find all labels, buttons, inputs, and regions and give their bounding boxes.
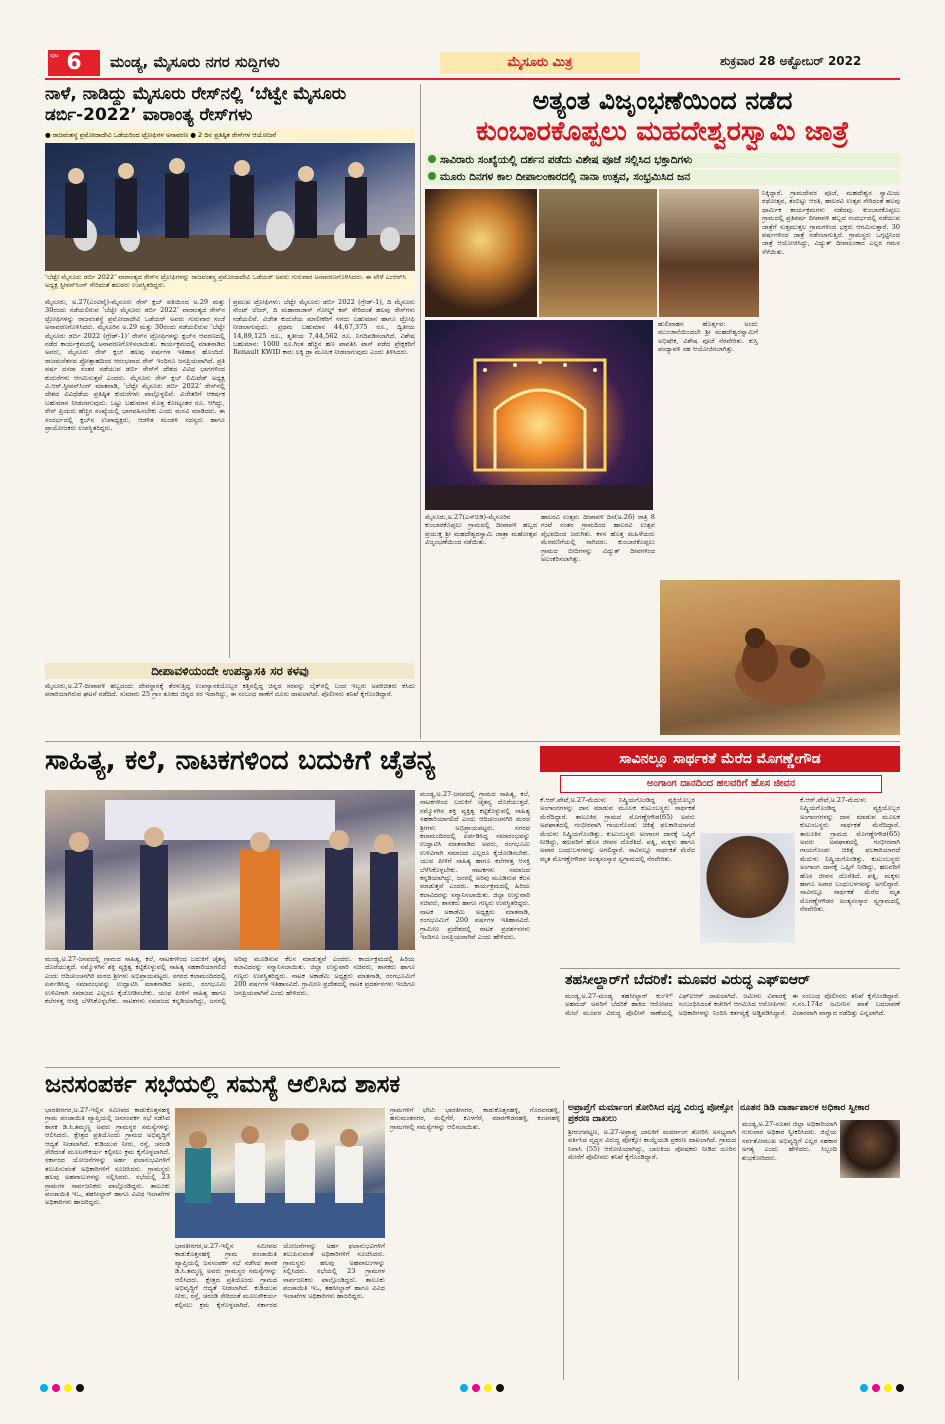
sahitya-body-part2: ಮಂಡ್ಯ,ಅ.27-ಜನಪದಲ್ಲಿ ಗ್ರಾಮದ ಸಾಹಿತ್ಯ, ಕಲೆ, ನಾಟಕಗಳಿಂದ ಬದುಕಿಗೆ ಚೈತನ್ಯ ದೊರೆಯುತ್ತದೆ. ನಮ್ಮೊಳಗಿನ ಶಕ್ತಿ ವ್ಯಕ್ತಿತ್ವ ಕಟ್ಟಿಕೊಳ್ಳುವಲ್ಲಿ ಸಾಹಿತ್ಯ ಸಹಕಾರಿಯಾಗಲಿದೆ ಎಂದು ಆದಿಚುಂಚನಗಿರಿ ಮಠದ ಶ್ರೀಗಳು ಅಭಿಪ್ರಾಯಪಟ್ಟರು. ನಗರದ ಕಲಾಮಂದಿರದಲ್ಲಿ ಏರ್ಪಡಿಸಿದ್ದ ಸಮಾರಂಭವನ್ನು ಉದ್ಘಾಟಿಸಿ ಮಾತನಾಡಿದ ಅವರು, ರಂಗಭೂಮಿ ಉಳಿವಿಗಾಗಿ ಸಮಾಜದ ಎಲ್ಲರೂ ಕೈಜೋಡಿಸಬೇಕು. ಯುವ ಪೀಳಿಗೆ ಸಾಹಿತ್ಯ ಹಾಗೂ ಕಲೆಗಳತ್ತ ಆಸಕ್ತಿ ಬೆಳೆಸಿಕೊಳ್ಳಬೇಕು. ನಾಟಕಗಳು ಸಮಾಜದ ಕನ್ನಡಿಯಾಗಿದ್ದು, ಜನರಲ್ಲಿ ಅರಿವು ಮೂಡಿಸುವ ಕೆಲಸ ಮಾಡುತ್ತವೆ ಎಂದರು. ಕಾರ್ಯಕ್ರಮದಲ್ಲಿ ಹಿರಿಯ ಕಲಾವಿದರನ್ನು ಸನ್ಮಾನಿಸಲಾಯಿತು. ಜಿಲ್ಲಾ ಉಸ್ತುವಾರಿ ಸಚಿವರು, ಶಾಸಕರು ಹಾಗೂ ಗಣ್ಯರು ಉಪಸ್ಥಿತರಿದ್ದರು. ನಾಟಕ ಅಕಾಡೆಮಿ ಅಧ್ಯಕ್ಷರು ಮಾತನಾಡಿ, ರಂಗಭೂಮಿಗೆ 200 ವರ್ಷಗಳ ಇತಿಹಾಸವಿದೆ. ಗ್ರಾಮೀಣ ಪ್ರದೇಶದಲ್ಲಿ ನಾಟಕ ಪ್ರದರ್ಶನಗಳು ಇಂದಿಗೂ ಜನಪ್ರಿಯವಾಗಿವೆ ಎಂದು ಹೇಳಿದರು.	[420, 790, 530, 941]
janasampark-body-col2: ಭಾರತೀನಗರ,ಅ.27-ಇಲ್ಲಿನ ಸಮೀಪದ ಕಾಡುಕೊತ್ತನಹಳ್ಳಿ ಗ್ರಾಮ ಪಂಚಾಯಿತಿ ವ್ಯಾಪ್ತಿಯಲ್ಲಿ ಜನಸಂಪರ್ಕ ಸಭೆ ನಡೆಸಿದ ಶಾಸಕ ಡಿ.ಸಿ.ತಮ್ಮಣ್ಣ ಅವರು ಗ್ರಾಮಸ್ಥರ ಸಮಸ್ಯೆಗಳನ್ನು ಆಲಿಸಿದರು. ಕ್ಷೇತ್ರದ ಪ್ರತಿಯೊಂದು ಗ್ರಾಮದ ಅಭಿವೃದ್ಧಿಗೆ ಆದ್ಯತೆ ನೀಡಲಾಗಿದೆ. ಕುಡಿಯುವ ನೀರು, ರಸ್ತೆ, ಚರಂಡಿ ಸೇರಿದಂತೆ ಮೂಲಸೌಕರ್ಯ ಕಲ್ಪಿಸಲು ಕ್ರಮ ಕೈಗೊಳ್ಳಲಾಗಿದೆ. ಸರ್ಕಾರದ ಯೋಜನೆಗಳನ್ನು ಅರ್ಹ ಫಲಾನುಭವಿಗಳಿಗೆ ತಲುಪಿಸುವಂತೆ ಅಧಿಕಾರಿಗಳಿಗೆ ಸೂಚಿಸಿದರು. ಗ್ರಾಮಸ್ಥರು ಹಲವು ಅಹವಾಲುಗಳನ್ನು ಸಲ್ಲಿಸಿದರು. ಸಭೆಯಲ್ಲಿ 23 ಗ್ರಾಮಗಳ ಸಾರ್ವಜನಿಕರು ಪಾಲ್ಗೊಂಡಿದ್ದರು. ತಾಲೂಕು ಪಂಚಾಯಿತಿ ಇಒ, ತಹಸೀಲ್ದಾರ್ ಹಾಗೂ ವಿವಿಧ ಇಲಾಖೆಗಳ ಅಧಿಕಾರಿಗಳು ಹಾಜರಿದ್ದರು.	[175, 1242, 385, 1309]
yellow-mark-icon	[64, 1384, 72, 1392]
section-divider	[560, 968, 900, 969]
magenta-mark-icon	[472, 1384, 480, 1392]
janasampark-meeting-photo	[175, 1108, 385, 1238]
janasampark-headline: ಜನಸಂಪರ್ಕ ಸಭೆಯಲ್ಲಿ ಸಮಸ್ಯೆ ಆಲಿಸಿದ ಶಾಸಕ	[45, 1070, 401, 1098]
jatre-devotees-photo	[539, 189, 657, 317]
mogannegowda-body-2: ಕೆ.ಆರ್.ಪೇಟೆ,ಅ.27-ಮೆದುಳು ನಿಷ್ಕ್ರಿಯಗೊಂಡಿದ್ದ ವ್ಯಕ್ತಿಯೊಬ್ಬರ ಅಂಗಾಂಗಗಳನ್ನು ದಾನ ಮಾಡುವ ಮೂಲಕ ಕುಟುಂಬಸ್ಥರು ಸಾರ್ಥಕತೆ ಮೆರೆದಿದ್ದಾರೆ. ತಾಲೂಕಿನ ಗ್ರಾಮದ ಮೊಗಣ್ಣೇಗೌಡ(65) ಅವರು ಅಪಘಾತದಲ್ಲಿ ಗಂಭೀರವಾಗಿ ಗಾಯಗೊಂಡು ಚಿಕಿತ್ಸೆ ಫಲಕಾರಿಯಾಗದೆ ಮೆದುಳು ನಿಷ್ಕ್ರಿಯಗೊಂಡಿತ್ತು. ಕುಟುಂಬಸ್ಥರು ಅಂಗಾಂಗ ದಾನಕ್ಕೆ ಒಪ್ಪಿಗೆ ನೀಡಿದ್ದು, ಹಲವರಿಗೆ ಹೊಸ ಜೀವನ ದೊರೆತಿದೆ. ಪತ್ನಿ, ಮಕ್ಕಳು ಹಾಗೂ ಅಪಾರ ಬಂಧುಬಳಗವನ್ನು ಅಗಲಿದ್ದಾರೆ. ಸಾವಿನಲ್ಲೂ ಸಾರ್ಥಕತೆ ಮೆರೆದ ಮೃತ ಮೊಗಣ್ಣೇಗೌಡರ ಅಂತ್ಯಸಂಸ್ಕಾರ ಸ್ವಗ್ರಾಮದಲ್ಲಿ ನೆರವೇರಿತು.	[800, 796, 900, 914]
tahasildar-body: ಮಂಡ್ಯ,ಅ.27-ಮಂಡ್ಯ ತಹಸೀಲ್ದಾರ್ ಕುಂಞಿ ಅಹಮದ್ ಅವರಿಗೆ ಬೆದರಿಕೆ ಹಾಕಿದ ಆರೋಪದ ಮೇಲೆ ಮೂವರ ವಿರುದ್ಧ ಪೊಲೀಸ್ ಠಾಣೆಯಲ್ಲಿ ಎಫ್‌ಐಆರ್ ದಾಖಲಾಗಿದೆ. ಜಮೀನು ವಿವಾದಕ್ಕೆ ಸಂಬಂಧಿಸಿದಂತೆ ಕಚೇರಿಗೆ ಆಗಮಿಸಿದ ಆರೋಪಿಗಳು ಅಧಿಕಾರಿಗಳನ್ನು ನಿಂದಿಸಿ ಕರ್ತವ್ಯಕ್ಕೆ ಅಡ್ಡಿಪಡಿಸಿದ್ದಾರೆ. ಈ ಸಂಬಂಧ ಪೊಲೀಸರು ತನಿಖೆ ಕೈಗೊಂಡಿದ್ದಾರೆ. ಸ.ನಂ.174ರ ಜಮೀನಿನ ಖಾತೆ ಬದಲಾವಣೆ ವಿಚಾರವಾಗಿ ವಾಗ್ವಾದ ನಡೆದಿತ್ತು ಎನ್ನಲಾಗಿದೆ.	[565, 992, 900, 1017]
bullet-icon	[428, 155, 436, 163]
sahitya-body-part1: ಮಂಡ್ಯ,ಅ.27-ಜನಪದಲ್ಲಿ ಗ್ರಾಮದ ಸಾಹಿತ್ಯ, ಕಲೆ, ನಾಟಕಗಳಿಂದ ಬದುಕಿಗೆ ಚೈತನ್ಯ ದೊರೆಯುತ್ತದೆ. ನಮ್ಮೊಳಗಿನ ಶಕ್ತಿ ವ್ಯಕ್ತಿತ್ವ ಕಟ್ಟಿಕೊಳ್ಳುವಲ್ಲಿ ಸಾಹಿತ್ಯ ಸಹಕಾರಿಯಾಗಲಿದೆ ಎಂದು ಆದಿಚುಂಚನಗಿರಿ ಮಠದ ಶ್ರೀಗಳು ಅಭಿಪ್ರಾಯಪಟ್ಟರು. ನಗರದ ಕಲಾಮಂದಿರದಲ್ಲಿ ಏರ್ಪಡಿಸಿದ್ದ ಸಮಾರಂಭವನ್ನು ಉದ್ಘಾಟಿಸಿ ಮಾತನಾಡಿದ ಅವರು, ರಂಗಭೂಮಿ ಉಳಿವಿಗಾಗಿ ಸಮಾಜದ ಎಲ್ಲರೂ ಕೈಜೋಡಿಸಬೇಕು. ಯುವ ಪೀಳಿಗೆ ಸಾಹಿತ್ಯ ಹಾಗೂ ಕಲೆಗಳತ್ತ ಆಸಕ್ತಿ ಬೆಳೆಸಿಕೊಳ್ಳಬೇಕು. ನಾಟಕಗಳು ಸಮಾಜದ ಕನ್ನಡಿಯಾಗಿದ್ದು, ಜನರಲ್ಲಿ ಅರಿವು ಮೂಡಿಸುವ ಕೆಲಸ ಮಾಡುತ್ತವೆ ಎಂದರು. ಕಾರ್ಯಕ್ರಮದಲ್ಲಿ ಹಿರಿಯ ಕಲಾವಿದರನ್ನು ಸನ್ಮಾನಿಸಲಾಯಿತು. ಜಿಲ್ಲಾ ಉಸ್ತುವಾರಿ ಸಚಿವರು, ಶಾಸಕರು ಹಾಗೂ ಗಣ್ಯರು ಉಪಸ್ಥಿತರಿದ್ದರು. ನಾಟಕ ಅಕಾಡೆಮಿ ಅಧ್ಯಕ್ಷರು ಮಾತನಾಡಿ, ರಂಗಭೂಮಿಗೆ 200 ವರ್ಷಗಳ ಇತಿಹಾಸವಿದೆ. ಗ್ರಾಮೀಣ ಪ್ರದೇಶದಲ್ಲಿ ನಾಟಕ ಪ್ರದರ್ಶನಗಳು ಇಂದಿಗೂ ಜನಪ್ರಿಯವಾಗಿವೆ ಎಂದು ಹೇಳಿದರು.	[45, 955, 415, 1006]
print-registration-marks	[40, 1384, 905, 1392]
section-divider	[45, 741, 900, 742]
jatre-idol-photo	[425, 189, 537, 317]
mogannegowda-portrait	[700, 833, 795, 943]
jatre-halarava-text: ಹಾಲರವಿ ಉತ್ಸವ: ದೀಪಾವಳಿ ದಿನ(ಅ.26) ರಾತ್ರಿ 8 ಗಂಟೆ ನಂತರ ಗ್ರಾಮದಿಂದ ಹಾಲರವಿ ಉತ್ಸವ ವೈಭವದಿಂದ ಜರುಗಿತು. ಕಳಸ ಹೊತ್ತ ಮಹಿಳೆಯರು ಮೆರವಣಿಗೆಯಲ್ಲಿ ಸಾಗಿದರು. ಕುಂಬಾರಕೊಪ್ಪಲು ಗ್ರಾಮದ ಬೀದಿಗಳನ್ನು ವಿದ್ಯುತ್ ದೀಪಗಳಿಂದ ಅಲಂಕರಿಸಲಾಗಿತ್ತು.	[541, 513, 655, 564]
derby-trophy-photo	[45, 143, 415, 271]
derby-headline: ನಾಳೆ, ನಾಡಿದ್ದು ಮೈಸೂರು ರೇಸ್‌ನಲ್ಲಿ ‘ಬೆಟ್ವೇ ಮೈಸೂರು ಡರ್ಬಿ-2022’ ವಾರಾಂತ್ಯ ರೇಸ್‌ಗಳು	[45, 84, 347, 125]
yellow-mark-icon	[884, 1384, 892, 1392]
column-rule	[563, 1100, 564, 1380]
jatre-bullet-2-text: ಮೂರು ದಿನಗಳ ಕಾಲ ದೀಪಾಲಂಕಾರದಲ್ಲಿ ನಾನಾ ಉತ್ಸವ, ಸಂಭ್ರಮಿಸಿದ ಜನ	[440, 171, 691, 183]
jatre-headline-line2: ಕುಂಬಾರಕೊಪ್ಪಲು ಮಹದೇಶ್ವರಸ್ವಾಮಿ ಜಾತ್ರೆ	[476, 116, 849, 147]
officer-headline: ನೂತನ ಡಿಡಿ ವಾರ್ತಾಪಾಲಕ ಅಧಿಕಾರ ಸ್ವೀಕಾರ	[740, 1103, 870, 1113]
jatre-bullet-1-text: ಸಾವಿರಾರು ಸಂಖ್ಯೆಯಲ್ಲಿ ದರ್ಶನ ಪಡೆದು ವಿಶೇಷ ಪೂಜೆ ಸಲ್ಲಿಸಿದ ಭಕ್ತಾದಿಗಳು	[440, 154, 693, 166]
wrestling-photo	[660, 580, 900, 735]
janasampark-guests: ಗ್ರಾಮಗಳಿಗೆ ಭೇಟಿ: ಭಾರತೀನಗರ, ಕಾಡುಕೊತ್ತನಹಳ್ಳಿ, ಗೊರವನಹಳ್ಳಿ, ಹನುಮಂತನಗರ, ಮಲ್ಲಿಗೆರೆ, ಕೂಳಗೆರೆ, ಮಾರಗೌಡನಹಳ್ಳಿ, ಕಂಚನಹಳ್ಳಿ ಗ್ರಾಮಗಳಲ್ಲಿ ಸಮಸ್ಯೆಗಳನ್ನು ಆಲಿಸಲಾಯಿತು.	[390, 1106, 560, 1131]
deepavali-body: ಮೈಸೂರು,ಅ.27-ದೀಪಾವಳಿ ಹಬ್ಬದಂದು ದೇವಸ್ಥಾನಕ್ಕೆ ತೆರಳುತ್ತಿದ್ದ ಉಪನ್ಯಾಸಕಿಯೊಬ್ಬರ ಕತ್ತಿನಲ್ಲಿದ್ದ ಚಿನ್ನದ ಸರವನ್ನು ಬೈಕ್‌ನಲ್ಲಿ ಬಂದ ಇಬ್ಬರು ಅಪರಿಚಿತರು ಕಸಿದು ಪರಾರಿಯಾಗಿರುವ ಘಟನೆ ನಡೆದಿದೆ. ಸುಮಾರು 25 ಗ್ರಾಂ ತೂಕದ ಚಿನ್ನದ ಸರ ಇದಾಗಿದ್ದು, ಈ ಸಂಬಂಧ ಠಾಣೆಗೆ ದೂರು ದಾಖಲಾಗಿದೆ. ಪೊಲೀಸರು ತನಿಖೆ ಕೈಗೊಂಡಿದ್ದಾರೆ.	[45, 682, 415, 699]
page-tag: ಪುಟ	[50, 52, 59, 59]
illuminated-gate-illustration	[425, 320, 653, 510]
derby-tagline: ● ರಾಜವಂಶಸ್ಥ ಪ್ರಮೋದಾದೇವಿ ಒಡೆಯರಿಂದ ಟ್ರೋಫಿಗಳ ಅನಾವರಣ ● 2 ದಿನ ಪ್ರತಿಷ್ಠಿತ ರೇಸ್‌ಗಳ ಆಯೋಜನೆ	[45, 129, 415, 141]
black-mark-icon	[496, 1384, 504, 1392]
wrestling-illustration	[660, 580, 900, 735]
masthead: ಮೈಸೂರು ಮಿತ್ರ	[440, 52, 640, 74]
mogannegowda-body: ಕೆ.ಆರ್.ಪೇಟೆ,ಅ.27-ಮೆದುಳು ನಿಷ್ಕ್ರಿಯಗೊಂಡಿದ್ದ ವ್ಯಕ್ತಿಯೊಬ್ಬರ ಅಂಗಾಂಗಗಳನ್ನು ದಾನ ಮಾಡುವ ಮೂಲಕ ಕುಟುಂಬಸ್ಥರು ಸಾರ್ಥಕತೆ ಮೆರೆದಿದ್ದಾರೆ. ತಾಲೂಕಿನ ಗ್ರಾಮದ ಮೊಗಣ್ಣೇಗೌಡ(65) ಅವರು ಅಪಘಾತದಲ್ಲಿ ಗಂಭೀರವಾಗಿ ಗಾಯಗೊಂಡು ಚಿಕಿತ್ಸೆ ಫಲಕಾರಿಯಾಗದೆ ಮೆದುಳು ನಿಷ್ಕ್ರಿಯಗೊಂಡಿತ್ತು. ಕುಟುಂಬಸ್ಥರು ಅಂಗಾಂಗ ದಾನಕ್ಕೆ ಒಪ್ಪಿಗೆ ನೀಡಿದ್ದು, ಹಲವರಿಗೆ ಹೊಸ ಜೀವನ ದೊರೆತಿದೆ. ಪತ್ನಿ, ಮಕ್ಕಳು ಹಾಗೂ ಅಪಾರ ಬಂಧುಬಳಗವನ್ನು ಅಗಲಿದ್ದಾರೆ. ಸಾವಿನಲ್ಲೂ ಸಾರ್ಥಕತೆ ಮೆರೆದ ಮೃತ ಮೊಗಣ್ಣೇಗೌಡರ ಅಂತ್ಯಸಂಸ್ಕಾರ ಸ್ವಗ್ರಾಮದಲ್ಲಿ ನೆರವೇರಿತು.	[540, 796, 695, 863]
jatre-crowd-photo	[659, 189, 759, 317]
black-mark-icon	[896, 1384, 904, 1392]
mogannegowda-subhead: ಅಂಗಾಂಗ ದಾನದಿಂದ ಹಲವರಿಗೆ ಹೊಸ ಜೀವನ	[560, 775, 882, 793]
jatre-kusthi-text: ಹುಲಿವಾಹನ ಹೊರ್ತ್ಸವ: ಅಂದು ಮುಂಜಾನೆಯಿಂದಲೇ ಶ್ರೀ ಮಹದೇಶ್ವರಸ್ವಾಮಿಗೆ ಅಭಿಷೇಕ, ವಿಶೇಷ ಪೂಜೆ ನೆರವೇರಿತು. ಕುಸ್ತಿ ಪಂದ್ಯಾವಳಿ ಸಹ ಆಯೋಜಿಸಲಾಗಿತ್ತು.	[658, 320, 758, 354]
cyan-mark-icon	[860, 1384, 868, 1392]
derby-photo-caption: ‘ಬೆಟ್ವೇ ಮೈಸೂರು ಡರ್ಬಿ 2022’ ವಾರಾಂತ್ಯದ ರೇಸ್‌ನ ಟ್ರೋಫಿಗಳನ್ನು ರಾಜವಂಶಸ್ಥ ಪ್ರಮೋದಾದೇವಿ ಒಡೆಯರ್ ಅವರು ಗುರುವಾರ ಅನಾವರಣಗೊಳಿಸಿದರು. ಈ ವೇಳೆ ಎಂಆರ್‌ಸಿ ಅಧ್ಯಕ್ಷ ಸ್ಟೀವನ್‌ಸಿಂಗ್ ಸೇರಿದಂತೆ ಹಲವರು ಉಪಸ್ಥಿತರಿದ್ದರು.	[45, 273, 415, 295]
column-rule	[738, 1100, 739, 1380]
derby-article-body-2: ಪ್ರಮುಖ ಟ್ರೋಫಿಗಳು: ಬೆಟ್ವೇ ಮೈಸೂರು ಡರ್ಬಿ 2022 (ಗ್ರೇಡ್-1), ದಿ ಮೈಸೂರು ಸೇಂಟ್ ಲೆಜರ್, ದಿ ಮಹಾರಾಜಾಸ್ ಗೋಲ್ಡ್ ಕಪ್ ಸೇರಿದಂತೆ ಹಲವು ರೇಸ್‌ಗಳು ನಡೆಯಲಿವೆ. ವಿಜೇತ ಕುದುರೆಯ ಮಾಲೀಕರಿಗೆ ನಗದು ಬಹುಮಾನ ಹಾಗೂ ಟ್ರೋಫಿ ನೀಡಲಾಗುವುದು. ಪ್ರಥಮ ಬಹುಮಾನ 44,67,375 ರೂ., ದ್ವಿತೀಯ 14,89,125 ರೂ., ತೃತೀಯ 7,44,562 ರೂ. ನಿಗದಿಪಡಿಸಲಾಗಿದೆ. ವಿಶೇಷ ಬಹುಮಾನ: 1000 ರೂ.ಗಿಂತ ಹೆಚ್ಚಿನ ಹಣ ಪಾವತಿಸಿ ಪಾಸ್ ಪಡೆದ ಪ್ರೇಕ್ಷಕರಿಗೆ Renault KWID ಕಾರು ಲಕ್ಕಿ ಡ್ರಾ ಮೂಲಕ ನೀಡಲಾಗುವುದು ಎಂದು ತಿಳಿಸಿದರು.	[233, 298, 415, 357]
issue-date: ಶುಕ್ರವಾರ 28 ಅಕ್ಟೋಬರ್ 2022	[720, 54, 862, 68]
cyan-mark-icon	[460, 1384, 468, 1392]
magenta-mark-icon	[872, 1384, 880, 1392]
section-title: ಮಂಡ್ಯ, ಮೈಸೂರು ನಗರ ಸುದ್ದಿಗಳು	[110, 53, 280, 71]
bullet-icon	[428, 172, 436, 180]
cyan-mark-icon	[40, 1384, 48, 1392]
jatre-bullet-1	[425, 153, 900, 168]
section-divider	[45, 1067, 560, 1068]
pocso-headline: ಅಪ್ರಾಪ್ತೆಗೆ ಮರ್ಮಾಂಗ ತೋರಿಸಿದ ವೃದ್ಧ ವಿರುದ್ಧ ಪೋಕ್ಸೋ ಪ್ರಕರಣ ದಾಖಲು	[568, 1103, 734, 1124]
sahitya-headline: ಸಾಹಿತ್ಯ, ಕಲೆ, ನಾಟಕಗಳಿಂದ ಬದುಕಿಗೆ ಚೈತನ್ಯ	[45, 745, 436, 776]
jatre-right-column: ನಿಕ್ಕಿದ್ದಾರೆ. ಗ್ರಾಮದೇವರ ಪೂಜೆ, ಮಹದೇಶ್ವರ ಸ್ವಾಮಿಯ ರಥೋತ್ಸವ, ತಂಬಿಟ್ಟು ಆರತಿ, ಹಾಲರವಿ ಉತ್ಸವ ಸೇರಿದಂತೆ ಹಲವು ಧಾರ್ಮಿಕ ಕಾರ್ಯಕ್ರಮಗಳು ನಡೆದವು. ಕುಂಬಾರಕೊಪ್ಪಲು ಗ್ರಾಮದಲ್ಲಿ ಪ್ರತಿವರ್ಷ ದೀಪಾವಳಿ ಹಬ್ಬದ ಸಂದರ್ಭದಲ್ಲಿ ನಡೆಯುವ ಜಾತ್ರೆಗೆ ಸುತ್ತಮುತ್ತಲ ಗ್ರಾಮಗಳಿಂದ ಭಕ್ತರು ಆಗಮಿಸುತ್ತಾರೆ. 30 ವರ್ಷಗಳಿಂದ ಜಾತ್ರೆ ನಡೆಸಲಾಗುತ್ತಿದೆ. ಗ್ರಾಮಸ್ಥರು ಒಗ್ಗಟ್ಟಿನಿಂದ ಜಾತ್ರೆ ಆಯೋಜಿಸಿದ್ದು, ವಿದ್ಯುತ್ ದೀಪಾಲಂಕಾರ ಎಲ್ಲರ ಗಮನ ಸೆಳೆಯಿತು.	[762, 189, 900, 256]
jatre-bullet-2	[425, 170, 900, 185]
deepavali-headline: ದೀಪಾವಳಿಯಂದೇ ಉಪನ್ಯಾಸಕಿ ಸರ ಕಳವು	[45, 663, 415, 679]
derby-article-body: ಮೈಸೂರು, ಅ.27(ಎಂಟಿವೈ)-ಮೈಸೂರು ರೇಸ್ ಕ್ಲಬ್ ವತಿಯಿಂದ ಅ.29 ಮತ್ತು 30ರಂದು ನಡೆಯಲಿರುವ ‘ಬೆಟ್ವೇ ಮೈಸೂರು ಡರ್ಬಿ 2022’ ವಾರಾಂತ್ಯದ ರೇಸ್‌ನ ಟ್ರೋಫಿಗಳನ್ನು ರಾಜವಂಶಸ್ಥೆ ಪ್ರಮೋದಾದೇವಿ ಒಡೆಯರ್ ಅವರು ಗುರುವಾರ ಸಂಜೆ ಅನಾವರಣಗೊಳಿಸಿದರು. ಮೈಸೂರಿನ ಅ.29 ಮತ್ತು 30ರಂದು ನಡೆಯಲಿರುವ ‘ಬೆಟ್ವೇ ಮೈಸೂರು ಡರ್ಬಿ 2022 (ಗ್ರೇಡ್-1)’ ರೇಸ್‌ನ ಟ್ರೋಫಿಗಳನ್ನು ಕ್ಲಬ್‌ನ ಆವರಣದಲ್ಲಿ ನಡೆದ ಕಾರ್ಯಕ್ರಮದಲ್ಲಿ ಅನಾವರಣಗೊಳಿಸಲಾಯಿತು. ಕಾರ್ಯಕ್ರಮದಲ್ಲಿ ಮಾತನಾಡಿದ ಅವರು, ಮೈಸೂರು ರೇಸ್ ಕ್ಲಬ್ ಹಲವು ವರ್ಷಗಳ ಇತಿಹಾಸ ಹೊಂದಿದೆ. ರಾಜಮನೆತನದ ಪ್ರೋತ್ಸಾಹದಿಂದ ಆರಂಭವಾದ ರೇಸ್ ಇಂದಿಗೂ ಜನಪ್ರಿಯವಾಗಿದೆ. ಪ್ರತಿ ವರ್ಷ ದಸರಾ ನಂತರ ನಡೆಯುವ ಡರ್ಬಿ ರೇಸ್‌ಗೆ ದೇಶದ ವಿವಿಧ ಭಾಗಗಳಿಂದ ಕುದುರೆಗಳು ಆಗಮಿಸುತ್ತವೆ ಎಂದರು. ಮೈಸೂರು ರೇಸ್ ಕ್ಲಬ್ ಲಿಮಿಟೆಡ್ ಅಧ್ಯಕ್ಷ ವಿ.ಆರ್.ಸ್ಟೀವನ್‌ಸಿಂಗ್ ಮಾತನಾಡಿ, ‘ಬೆಟ್ವೇ ಮೈಸೂರು ಡರ್ಬಿ 2022’ ರೇಸ್‌ನಲ್ಲಿ ದೇಶದ ವಿವಿಧೆಡೆಯ ಪ್ರತಿಷ್ಠಿತ ಕುದುರೆಗಳು ಪಾಲ್ಗೊಳ್ಳಲಿವೆ. ವಿಜೇತರಿಗೆ ಆಕರ್ಷಕ ಬಹುಮಾನ ನೀಡಲಾಗುವುದು. ಒಟ್ಟು ಬಹುಮಾನ ಮೊತ್ತ ಕೋಟ್ಯಂತರ ರೂ. ಆಗಿದ್ದು, ರೇಸ್ ಪ್ರಿಯರು ಹೆಚ್ಚಿನ ಸಂಖ್ಯೆಯಲ್ಲಿ ಭಾಗವಹಿಸಬೇಕು ಎಂದು ಮನವಿ ಮಾಡಿದರು. ಈ ಸಂದರ್ಭದಲ್ಲಿ ಕ್ಲಬ್‌ನ ಉಪಾಧ್ಯಕ್ಷರು, ಆಡಳಿತ ಮಂಡಳಿ ಸದಸ್ಯರು ಹಾಗೂ ಪ್ರಾಯೋಜಕರು ಉಪಸ್ಥಿತರಿದ್ದರು.	[45, 298, 225, 433]
trophy-scene-illustration	[45, 143, 415, 271]
officer-body: ಮಂಡ್ಯ,ಅ.27-ನೂತನ ಜಿಲ್ಲಾ ಅಧಿಕಾರಿಯಾಗಿ ಗುರುವಾರ ಅಧಿಕಾರ ಸ್ವೀಕರಿಸಿದರು. ಜಿಲ್ಲೆಯ ಸರ್ವತೋಮುಖ ಅಭಿವೃದ್ಧಿಗೆ ಎಲ್ಲರ ಸಹಕಾರ ಅಗತ್ಯ ಎಂದು ಹೇಳಿದರು. ಸಿಬ್ಬಂದಿ ಶುಭಕೋರಿದರು.	[742, 1120, 837, 1162]
yellow-mark-icon	[484, 1384, 492, 1392]
sahitya-function-photo	[45, 790, 415, 950]
page-number: 6	[48, 50, 100, 76]
meeting-illustration	[175, 1108, 385, 1238]
jatre-night-caption: ಮೈಸೂರು,ಅ.27(ಎಸ್‌ಬಿಡಿ)-ಮೈಸೂರಿನ ಕುಂಬಾರಕೊಪ್ಪಲು ಗ್ರಾಮದಲ್ಲಿ ದೀಪಾವಳಿ ಹಬ್ಬದ ಪ್ರಯುಕ್ತ ಶ್ರೀ ಮಹದೇಶ್ವರಸ್ವಾಮಿ ಜಾತ್ರಾ ಮಹೋತ್ಸವ ವಿಜೃಂಭಣೆಯಿಂದ ನಡೆಯಿತು.	[425, 513, 537, 547]
mogannegowda-headline: ಸಾವಿನಲ್ಲೂ ಸಾರ್ಥಕತೆ ಮೆರೆದ ಮೊಗಣ್ಣೇಗೌಡ	[540, 746, 900, 772]
magenta-mark-icon	[52, 1384, 60, 1392]
column-rule	[420, 84, 421, 739]
header-divider	[45, 78, 900, 80]
tahasildar-headline: ತಹಸೀಲ್ದಾರ್‌ಗೆ ಬೆದರಿಕೆ: ಮೂವರ ವಿರುದ್ಧ ಎಫ್‌ಐಆರ್	[565, 972, 810, 988]
black-mark-icon	[76, 1384, 84, 1392]
column-rule	[229, 298, 230, 658]
officer-portrait	[840, 1120, 900, 1178]
janasampark-body-col1: ಭಾರತೀನಗರ,ಅ.27-ಇಲ್ಲಿನ ಸಮೀಪದ ಕಾಡುಕೊತ್ತನಹಳ್ಳಿ ಗ್ರಾಮ ಪಂಚಾಯಿತಿ ವ್ಯಾಪ್ತಿಯಲ್ಲಿ ಜನಸಂಪರ್ಕ ಸಭೆ ನಡೆಸಿದ ಶಾಸಕ ಡಿ.ಸಿ.ತಮ್ಮಣ್ಣ ಅವರು ಗ್ರಾಮಸ್ಥರ ಸಮಸ್ಯೆಗಳನ್ನು ಆಲಿಸಿದರು. ಕ್ಷೇತ್ರದ ಪ್ರತಿಯೊಂದು ಗ್ರಾಮದ ಅಭಿವೃದ್ಧಿಗೆ ಆದ್ಯತೆ ನೀಡಲಾಗಿದೆ. ಕುಡಿಯುವ ನೀರು, ರಸ್ತೆ, ಚರಂಡಿ ಸೇರಿದಂತೆ ಮೂಲಸೌಕರ್ಯ ಕಲ್ಪಿಸಲು ಕ್ರಮ ಕೈಗೊಳ್ಳಲಾಗಿದೆ. ಸರ್ಕಾರದ ಯೋಜನೆಗಳನ್ನು ಅರ್ಹ ಫಲಾನುಭವಿಗಳಿಗೆ ತಲುಪಿಸುವಂತೆ ಅಧಿಕಾರಿಗಳಿಗೆ ಸೂಚಿಸಿದರು. ಗ್ರಾಮಸ್ಥರು ಹಲವು ಅಹವಾಲುಗಳನ್ನು ಸಲ್ಲಿಸಿದರು. ಸಭೆಯಲ್ಲಿ 23 ಗ್ರಾಮಗಳ ಸಾರ್ವಜನಿಕರು ಪಾಲ್ಗೊಂಡಿದ್ದರು. ತಾಲೂಕು ಪಂಚಾಯಿತಿ ಇಒ, ತಹಸೀಲ್ದಾರ್ ಹಾಗೂ ವಿವಿಧ ಇಲಾಖೆಗಳ ಅಧಿಕಾರಿಗಳು ಹಾಜರಿದ್ದರು.	[45, 1106, 170, 1207]
pocso-body: ಶ್ರೀರಂಗಪಟ್ಟಣ, ಅ.27-ಅಪ್ರಾಪ್ತ ಬಾಲಕಿಗೆ ಮರ್ಮಾಂಗ ತೋರಿಸಿ ಅಸಭ್ಯವಾಗಿ ವರ್ತಿಸಿದ ವೃದ್ಧನ ವಿರುದ್ಧ ಪೋಕ್ಸೋ ಕಾಯ್ದೆಯಡಿ ಪ್ರಕರಣ ದಾಖಲಾಗಿದೆ. ಗ್ರಾಮದ ನಿವಾಸಿ (55) ಆರೋಪಿಯಾಗಿದ್ದು, ಬಾಲಕಿಯ ಪೋಷಕರು ನೀಡಿದ ದೂರಿನ ಮೇರೆಗೆ ಪೊಲೀಸರು ತನಿಖೆ ಕೈಗೊಂಡಿದ್ದಾರೆ.	[568, 1128, 736, 1162]
jatre-illuminated-gate-photo	[425, 320, 653, 510]
stage-scene-illustration	[45, 790, 415, 950]
jatre-headline-line1: ಅತ್ಯಂತ ವಿಜೃಂಭಣೆಯಿಂದ ನಡೆದ	[532, 86, 793, 115]
